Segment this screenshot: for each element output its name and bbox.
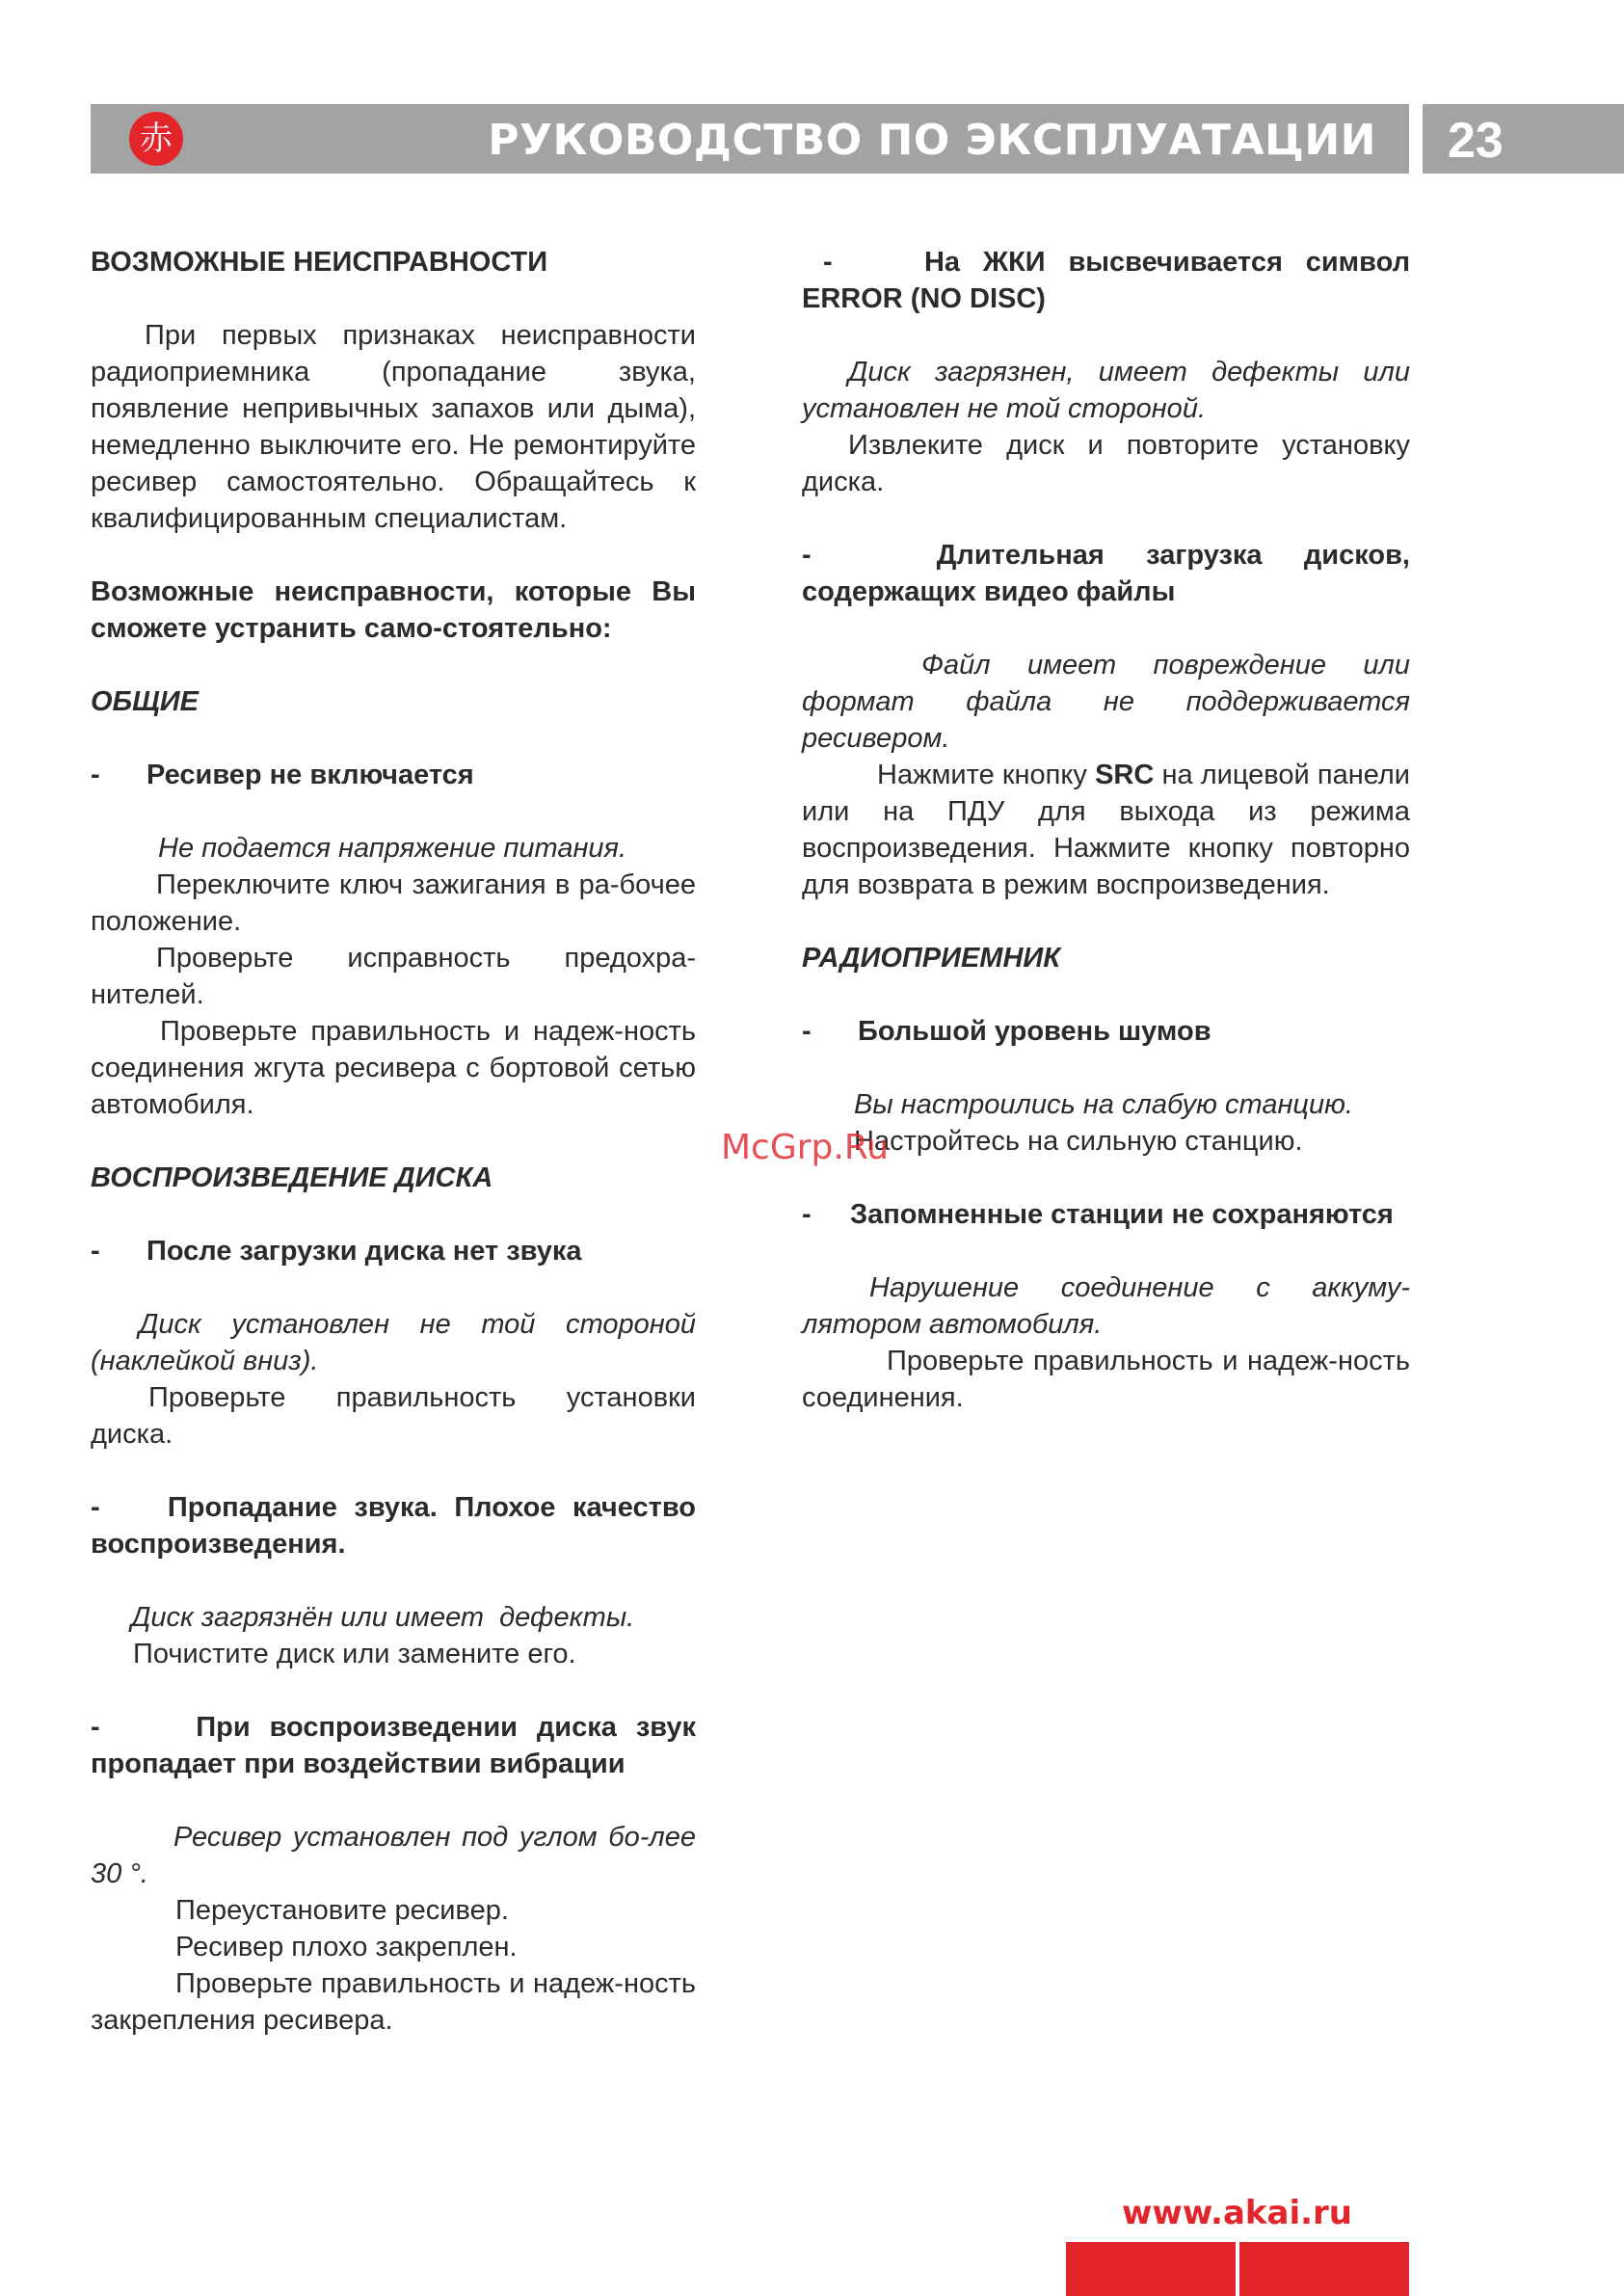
- page-number-box: [1423, 104, 1624, 174]
- footer-block: [1066, 2242, 1236, 2296]
- problem-fix: Проверьте правильность и надеж-ность соединения.: [802, 1346, 1410, 1413]
- left-column: [91, 244, 705, 2039]
- problem-cause: Диск загрязнён или имеет дефекты.: [131, 1602, 635, 1633]
- src-key-label: SRC: [1095, 760, 1155, 790]
- problem-cause: Диск установлен не той стороной (наклейкой вниз).: [91, 1309, 696, 1376]
- right-column: [802, 244, 1419, 1416]
- problem-cause: Диск загрязнен, имеет дефекты или установлен не той стороной.: [802, 357, 1410, 424]
- page-number: 23: [1448, 113, 1504, 169]
- problem-fix: Проверьте исправность предохра-нителей.: [91, 943, 696, 1010]
- problem-fix: Извлеките диск и повторите установку диска.: [802, 430, 1410, 497]
- problem-title: - На ЖКИ высвечивается символ ERROR (NO DISC): [802, 247, 1419, 314]
- problem-fix: Почистите диск или замените его.: [133, 1639, 576, 1669]
- problem-cause: Ресивер установлен под углом бо-лее 30 °.: [91, 1822, 696, 1889]
- category-disc: ВОСПРОИЗВЕДЕНИЕ ДИСКА: [91, 1162, 493, 1193]
- problem-fix: Проверьте правильность и надеж-ность закрепления ресивера.: [91, 1968, 696, 2036]
- problem-fix: Проверьте правильность и надеж-ность соединения жгута ресивера с бортовой сетью автомобиля.: [91, 1016, 696, 1120]
- problem-fix: Ресивер плохо закреплен.: [175, 1932, 518, 1962]
- problem-title: - Большой уровень шумов: [802, 1016, 1211, 1047]
- problem-fix: [802, 757, 1410, 903]
- footer-block: [1239, 2242, 1409, 2296]
- problem-fix: Настройтесь на сильную станцию.: [854, 1126, 1303, 1157]
- problem-title: - При воспроизведении диска звук пропадает при воздействии вибрации: [91, 1712, 705, 1779]
- problem-fix-text: Нажмите кнопку: [877, 760, 1096, 790]
- problem-title: - После загрузки диска нет звука: [91, 1236, 582, 1267]
- problem-cause: Файл имеет повреждение или формат файла не поддерживается ресивером.: [802, 650, 1410, 754]
- watermark: McGrp.Ru: [721, 1128, 890, 1167]
- problem-cause: Нарушение соединение с аккуму-лятором автомобиля.: [802, 1272, 1410, 1340]
- intro-paragraph: При первых признаках неисправности радиоприемника (пропадание звука, появление непривычных запахов или дыма), немедленно выключите его. Не ремонтируйте ресивер самостоятельно. Обращайтесь к квалифицированным специалистам.: [91, 320, 696, 534]
- problem-title: - Пропадание звука. Плохое качество воспроизведения.: [91, 1492, 705, 1560]
- category-general: ОБЩИЕ: [91, 686, 199, 717]
- brand-logo: 赤: [129, 112, 183, 166]
- problem-title: - Запомненные станции не сохраняются: [802, 1199, 1394, 1230]
- problem-title: - Длительная загрузка дисков, содержащих видео файлы: [802, 540, 1419, 607]
- problem-fix: Переустановите ресивер.: [175, 1895, 509, 1926]
- problem-fix: Проверьте правильность установки диска.: [91, 1382, 696, 1450]
- problem-cause: Не подается напряжение питания.: [158, 833, 627, 864]
- problem-fix-text: на лицевой панели или на ПДУ для выхода из режима воспроизведения. Нажмите кнопку повторно для возврата в режим воспроизведения.: [802, 760, 1410, 900]
- category-radio: РАДИОПРИЕМНИК: [802, 943, 1061, 974]
- footer-url-link[interactable]: www.akai.ru: [1122, 2194, 1353, 2232]
- section-heading: ВОЗМОЖНЫЕ НЕИСПРАВНОСТИ: [91, 247, 548, 278]
- subheading: Возможные неисправности, которые Вы сможете устранить само-стоятельно:: [91, 576, 696, 644]
- problem-fix: Переключите ключ зажигания в ра-бочее положение.: [91, 869, 696, 937]
- header-bar: [91, 104, 1409, 174]
- header-title: РУКОВОДСТВО ПО ЭКСПЛУАТАЦИИ: [488, 116, 1376, 165]
- problem-cause: Вы настроились на слабую станцию.: [854, 1089, 1353, 1120]
- problem-title: - Ресивер не включается: [91, 760, 474, 790]
